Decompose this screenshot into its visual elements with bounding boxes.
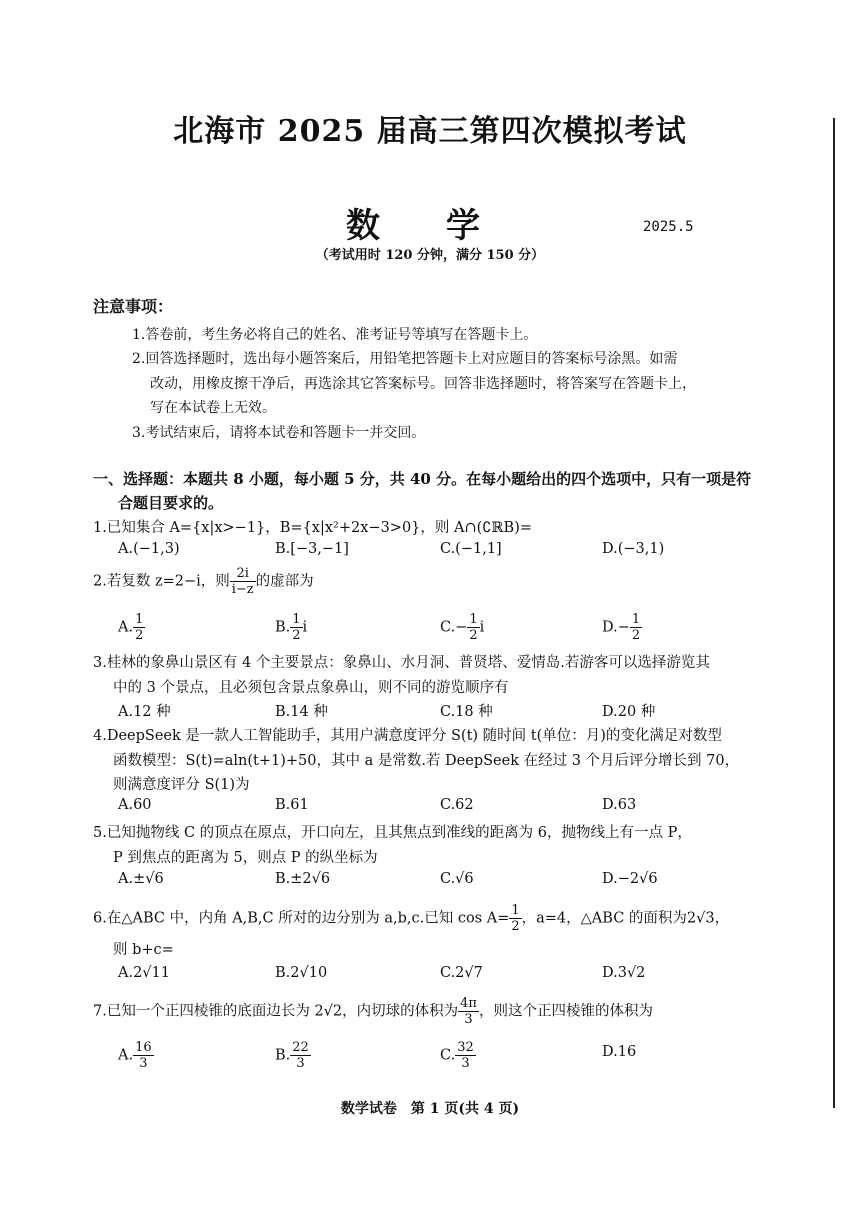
q2-option-b <box>275 612 307 643</box>
q2-stem-pre: 2.若复数 z=2−i，则 <box>93 573 230 590</box>
q2-a-den: 2 <box>135 628 144 643</box>
subject-char-2: 学 <box>446 206 480 246</box>
q1-option-d: D.(−3,1) <box>602 541 665 557</box>
question-3-line-1: 3.桂林的象鼻山景区有 4 个主要景点：象鼻山、水月洞、普贤塔、爱情岛.若游客可以选择游览其 <box>93 655 710 671</box>
note-3: 3.考试结束后，请将本试卷和答题卡一并交回。 <box>132 425 426 441</box>
q1-option-c: C.(−1,1] <box>440 541 502 557</box>
q5-option-a: A.±√6 <box>118 871 164 887</box>
subject-title <box>346 198 480 247</box>
exam-duration: （考试用时 120 分钟，满分 150 分） <box>315 248 545 263</box>
q7-a-frac <box>133 1040 154 1071</box>
question-1-stem: 1.已知集合 A={x|x>−1}，B={x|x²+2x−3>0}，则 A∩(∁ℝB)= <box>93 520 533 536</box>
question-5-line-2: P 到焦点的距离为 5，则点 P 的纵坐标为 <box>113 850 378 866</box>
q1-option-a: A.(−1,3) <box>118 541 180 557</box>
q7-b-num: 22 <box>292 1040 309 1055</box>
q2-b-label: B. <box>275 619 291 636</box>
note-1: 1.答卷前，考生务必将自己的姓名、准考证号等填写在答题卡上。 <box>132 327 538 343</box>
q2-option-c <box>440 612 484 643</box>
note-2-line-1: 2.回答选择题时，选出每小题答案后，用铅笔把答题卡上对应题目的答案标号涂黑。如需 <box>132 351 678 367</box>
q4-option-c: C.62 <box>440 797 474 813</box>
q6-frac-num: 1 <box>511 903 520 918</box>
q7-a-den: 3 <box>139 1056 148 1071</box>
q6-fraction <box>509 903 521 934</box>
page-footer: 数学试卷 第 1 页(共 4 页) <box>340 1101 520 1117</box>
q7-fraction <box>458 996 479 1027</box>
q2-c-label: C.− <box>440 619 468 636</box>
binding-line <box>833 118 835 1108</box>
q2-c-num: 1 <box>469 612 478 627</box>
q7-c-num: 32 <box>457 1040 474 1055</box>
q6-frac-den: 2 <box>511 919 520 934</box>
q2-a-frac <box>133 612 145 643</box>
q5-option-c: C.√6 <box>440 871 474 887</box>
question-2-stem <box>93 566 314 597</box>
q3-option-b: B.14 种 <box>275 704 328 720</box>
q7-option-b <box>275 1040 311 1071</box>
q4-option-a: A.60 <box>118 797 152 813</box>
notes-title: 注意事项： <box>93 297 174 316</box>
q2-option-a <box>118 612 145 643</box>
q2-d-frac <box>630 612 642 643</box>
q2-b-num: 1 <box>292 612 301 627</box>
q7-frac-den: 3 <box>464 1012 473 1027</box>
section-1-heading-line-2: 合题目要求的。 <box>118 494 224 512</box>
q6-option-d: D.3√2 <box>602 965 646 981</box>
q2-stem-post: 的虚部为 <box>255 573 314 590</box>
q2-c-den: 2 <box>469 628 478 643</box>
q2-a-num: 1 <box>135 612 144 627</box>
note-2-line-3: 写在本试卷上无效。 <box>150 400 276 416</box>
q5-option-b: B.±2√6 <box>275 871 331 887</box>
q7-c-label: C. <box>440 1047 456 1064</box>
q2-d-label: D.− <box>602 619 630 636</box>
q6-stem-pre: 6.在△ABC 中，内角 A,B,C 所对的边分别为 a,b,c.已知 cos A= <box>93 910 510 927</box>
q4-option-d: D.63 <box>602 797 637 813</box>
q3-option-d: D.20 种 <box>602 704 656 720</box>
q2-b-suffix: i <box>302 619 308 636</box>
q7-b-label: B. <box>275 1047 291 1064</box>
q7-c-den: 3 <box>461 1056 470 1071</box>
note-2-line-2: 改动，用橡皮擦干净后，再选涂其它答案标号。回答非选择题时，将答案写在答题卡上， <box>150 376 696 392</box>
question-3-line-2: 中的 3 个景点，且必须包含景点象鼻山，则不同的游览顺序有 <box>113 680 509 696</box>
q7-option-c <box>440 1040 476 1071</box>
q2-b-den: 2 <box>292 628 301 643</box>
q7-stem-post: ，则这个正四棱锥的体积为 <box>478 1003 653 1020</box>
q5-option-d: D.−2√6 <box>602 871 658 887</box>
q6-option-a: A.2√11 <box>118 965 170 981</box>
question-7-stem <box>93 996 653 1027</box>
q2-c-suffix: i <box>479 619 485 636</box>
question-7-options <box>118 1040 818 1070</box>
q2-a-label: A. <box>118 619 134 636</box>
q7-stem-pre: 7.已知一个正四棱锥的底面边长为 2√2，内切球的体积为 <box>93 1003 459 1020</box>
q7-b-den: 3 <box>296 1056 305 1071</box>
q7-frac-num: 4π <box>460 996 477 1011</box>
q7-a-label: A. <box>118 1047 134 1064</box>
section-1-heading: 一、选择题：本题共 8 小题，每小题 5 分，共 40 分。在每小题给出的四个选项中，只有一项是符 <box>93 470 752 488</box>
exam-title: 北海市 2025 届高三第四次模拟考试 <box>173 114 687 149</box>
question-4-line-2: 函数模型：S(t)=aln(t+1)+50，其中 a 是常数.若 DeepSeek 在经过 3 个月后评分增长到 70， <box>113 753 740 769</box>
question-6-line-2: 则 b+c= <box>113 942 174 958</box>
q2-frac-den: i−z <box>231 582 254 597</box>
question-5-options <box>118 871 818 901</box>
q6-option-c: C.2√7 <box>440 965 483 981</box>
question-4-line-1: 4.DeepSeek 是一款人工智能助手，其用户满意度评分 S(t) 随时间 t(单位：月)的变化满足对数型 <box>93 728 722 744</box>
question-6-options <box>118 965 818 995</box>
q3-option-a: A.12 种 <box>118 704 171 720</box>
q2-c-frac <box>467 612 479 643</box>
q2-d-num: 1 <box>631 612 641 627</box>
exam-date: 2025.5 <box>643 219 694 235</box>
q7-b-frac <box>290 1040 311 1071</box>
q1-option-b: B.[−3,−1] <box>275 541 349 557</box>
q2-d-den: 2 <box>631 628 641 643</box>
q7-option-a <box>118 1040 154 1071</box>
q2-frac-num: 2i <box>230 566 256 582</box>
q2-b-frac <box>290 612 302 643</box>
question-2-options <box>118 612 818 642</box>
subject-char-1: 数 <box>346 206 380 246</box>
q4-option-b: B.61 <box>275 797 309 813</box>
q7-option-d: D.16 <box>602 1044 637 1060</box>
q7-c-frac <box>455 1040 476 1071</box>
question-6-stem <box>93 903 729 934</box>
q2-option-d <box>602 612 642 643</box>
q7-a-num: 16 <box>135 1040 152 1055</box>
q6-stem-post: ，a=4，△ABC 的面积为2√3， <box>521 910 730 927</box>
q6-option-b: B.2√10 <box>275 965 328 981</box>
q2-fraction <box>230 566 256 597</box>
q3-option-c: C.18 种 <box>440 704 493 720</box>
question-5-line-1: 5.已知抛物线 C 的顶点在原点，开口向左，且其焦点到准线的距离为 6，抛物线上有一点 P， <box>93 825 692 841</box>
question-4-line-3: 则满意度评分 S(1)为 <box>113 777 250 793</box>
